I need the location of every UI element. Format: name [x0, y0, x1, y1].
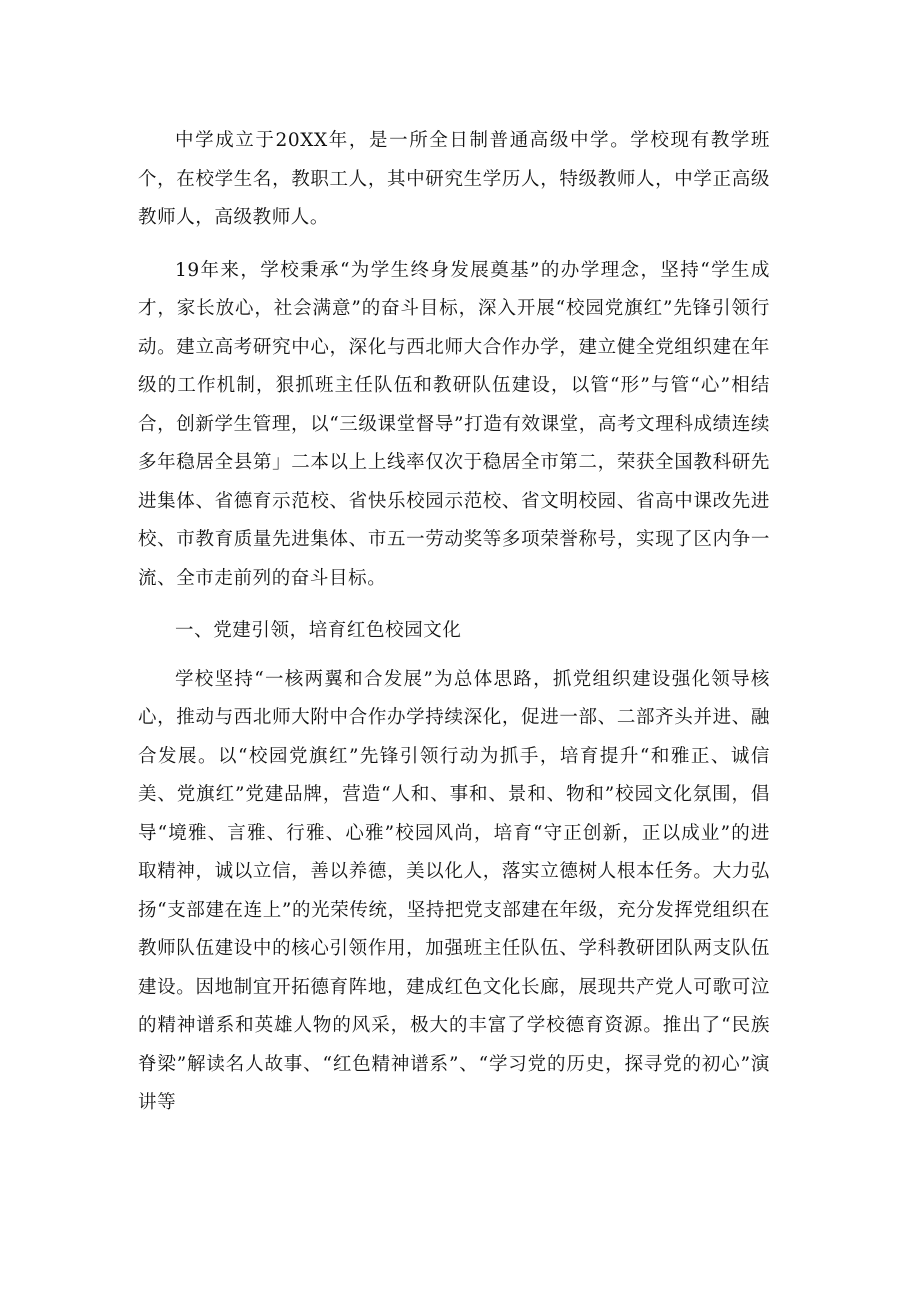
- document-body: [138, 122, 770, 1137]
- intro-paragraph: 中学成立于20XX年，是一所全日制普通高级中学。学校现有教学班个，在校学生名，教职工人，其中研究生学历人，特级教师人，中学正高级教师人，高级教师人。: [138, 130, 770, 228]
- section-heading: 一、党建引领，培育红色校园文化: [175, 620, 462, 641]
- history-paragraph: 19年来，学校秉承“为学生终身发展奠基”的办学理念，坚持“学生成才，家长放心，社会满意”的奋斗目标，深入开展“校园党旗红”先锋引领行动。建立高考研究中心，深化与西北师大合作办学，建立健全党组织建在年级的工作机制，狠抓班主任队伍和教研队伍建设，以管“形”与管“心”相结合，创新学生管理，以“三级课堂督导”打造有效课堂，高考文理科成绩连续多年稳居全县第」二本以上上线率仅次于稳居全市第二，荣获全国教科研先进集体、省德育示范校、省快乐校园示范校、省文明校园、省高中课改先进校、市教育质量先进集体、市五一劳动奖等多项荣誉称号，实现了区内争一流、全市走前列的奋斗目标。: [138, 259, 770, 589]
- section-paragraph: 学校坚持“一核两翼和合发展”为总体思路，抓党组织建设强化领导核心，推动与西北师大附中合作办学持续深化，促进一部、二部齐头并进、融合发展。以“校园党旗红”先锋引领行动为抓手，培育提升“和雅正、诚信美、党旗红”党建品牌，营造“人和、事和、景和、物和”校园文化氛围，倡导“境雅、言雅、行雅、心雅”校园风尚，培育“守正创新，正以成业”的进取精神，诚以立信，善以养德，美以化人，落实立德树人根本任务。大力弘扬“支部建在连上”的光荣传统，坚持把党支部建在年级，充分发挥党组织在教师队伍建设中的核心引领作用，加强班主任队伍、学科教研团队两支队伍建设。因地制宜开拓德育阵地，建成红色文化长廊，展现共产党人可歌可泣的精神谱系和英雄人物的风采，极大的丰富了学校德育资源。推出了“民族脊梁”解读名人故事、“红色精神谱系”、“学习党的历史，探寻党的初心”演讲等: [138, 668, 770, 1113]
